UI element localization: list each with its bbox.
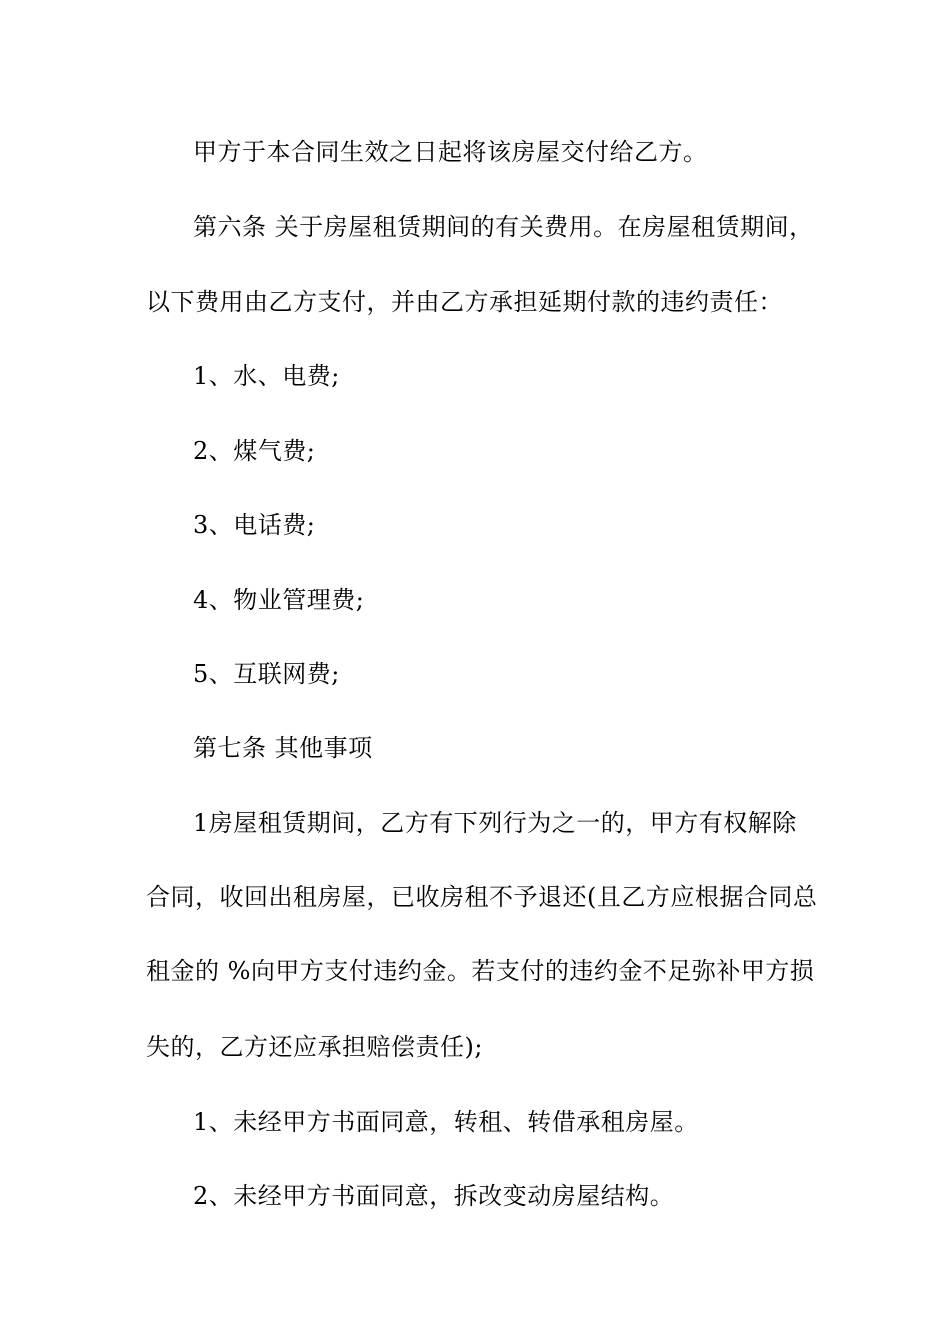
article-7-clause-1-line-4: 失的，乙方还应承担赔偿责任); — [146, 1033, 483, 1061]
article-6-continuation: 以下费用由乙方支付，并由乙方承担延期付款的违约责任： — [146, 288, 783, 316]
fee-item-1: 1、水、电费; — [193, 362, 340, 390]
article-7-clause-1-line-1: 1房屋租赁期间，乙方有下列行为之一的，甲方有权解除 — [193, 809, 797, 837]
paragraph-delivery: 甲方于本合同生效之日起将该房屋交付给乙方。 — [193, 138, 708, 166]
fee-item-2: 2、煤气费; — [193, 437, 316, 465]
article-6-heading-line: 第六条 关于房屋租赁期间的有关费用。在房屋租赁期间， — [193, 213, 814, 241]
fee-item-3: 3、电话费; — [193, 511, 316, 539]
article-7-heading: 第七条 其他事项 — [193, 734, 373, 762]
article-7-clause-1-line-2: 合同，收回出租房屋，已收房租不予退还(且乙方应根据合同总 — [146, 883, 818, 911]
fee-item-5: 5、互联网费; — [193, 660, 340, 688]
violation-item-1: 1、未经甲方书面同意，转租、转借承租房屋。 — [193, 1108, 699, 1136]
violation-item-2: 2、未经甲方书面同意，拆改变动房屋结构。 — [193, 1182, 675, 1210]
article-7-clause-1-line-3: 租金的 %向甲方支付违约金。若支付的违约金不足弥补甲方损 — [146, 957, 815, 985]
fee-item-4: 4、物业管理费; — [193, 586, 365, 614]
